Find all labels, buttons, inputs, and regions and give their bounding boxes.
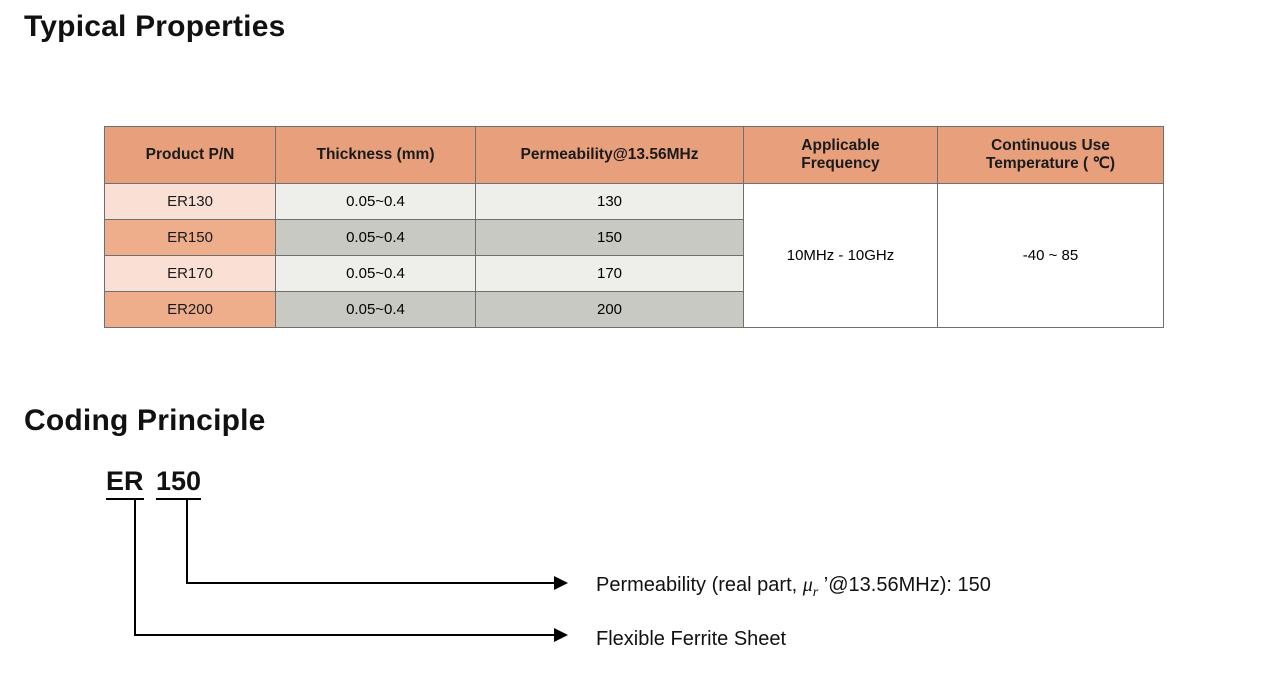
cell-thickness: 0.05~0.4 (276, 292, 476, 328)
column-header-thickness: Thickness (mm) (276, 127, 476, 184)
cell-thickness: 0.05~0.4 (276, 184, 476, 220)
cell-continuous-use-temperature: -40 ~ 85 (938, 184, 1164, 328)
cell-permeability: 130 (476, 184, 744, 220)
mu-symbol: μ (802, 574, 813, 596)
cell-permeability: 150 (476, 220, 744, 256)
arrow-head-icon (554, 576, 568, 590)
cell-permeability: 200 (476, 292, 744, 328)
cell-permeability: 170 (476, 256, 744, 292)
coding-number: 150 (156, 466, 201, 500)
arrow-head-icon (554, 628, 568, 642)
column-header-continuous-use-temperature (938, 127, 1164, 184)
leader-line-prefix-vertical (134, 500, 136, 636)
cell-thickness: 0.05~0.4 (276, 256, 476, 292)
cell-product-pn: ER130 (105, 184, 276, 220)
cell-product-pn: ER200 (105, 292, 276, 328)
column-header-product-pn: Product P/N (105, 127, 276, 184)
column-header-applicable-frequency (744, 127, 938, 184)
column-header-applicable-frequency-line1: Applicable (801, 137, 880, 155)
column-header-continuous-use-line1: Continuous Use (991, 137, 1110, 155)
annotation-product-type: Flexible Ferrite Sheet (596, 628, 787, 650)
leader-line-number-vertical (186, 500, 188, 584)
coding-prefix: ER (106, 466, 144, 500)
cell-product-pn: ER150 (105, 220, 276, 256)
cell-applicable-frequency: 10MHz - 10GHz (744, 184, 938, 328)
typical-properties-table (104, 126, 1164, 328)
table-header-row (105, 127, 1164, 184)
annotation-permeability-suffix: ’@13.56MHz): 150 (818, 574, 991, 596)
leader-line-prefix-horizontal (134, 634, 556, 636)
column-header-continuous-use-line2: Temperature ( ℃) (985, 155, 1116, 172)
annotation-permeability-prefix: Permeability (real part, (596, 574, 803, 596)
table-row (105, 184, 1164, 220)
page-title-typical-properties: Typical Properties (24, 10, 286, 43)
leader-line-number-horizontal (186, 582, 556, 584)
page-title-coding-principle: Coding Principle (24, 404, 266, 437)
cell-product-pn: ER170 (105, 256, 276, 292)
annotation-permeability (596, 574, 991, 601)
column-header-applicable-frequency-line2: Frequency (801, 155, 880, 172)
cell-thickness: 0.05~0.4 (276, 220, 476, 256)
column-header-permeability: Permeability@13.56MHz (476, 127, 744, 184)
mu-subscript: r (812, 585, 819, 600)
